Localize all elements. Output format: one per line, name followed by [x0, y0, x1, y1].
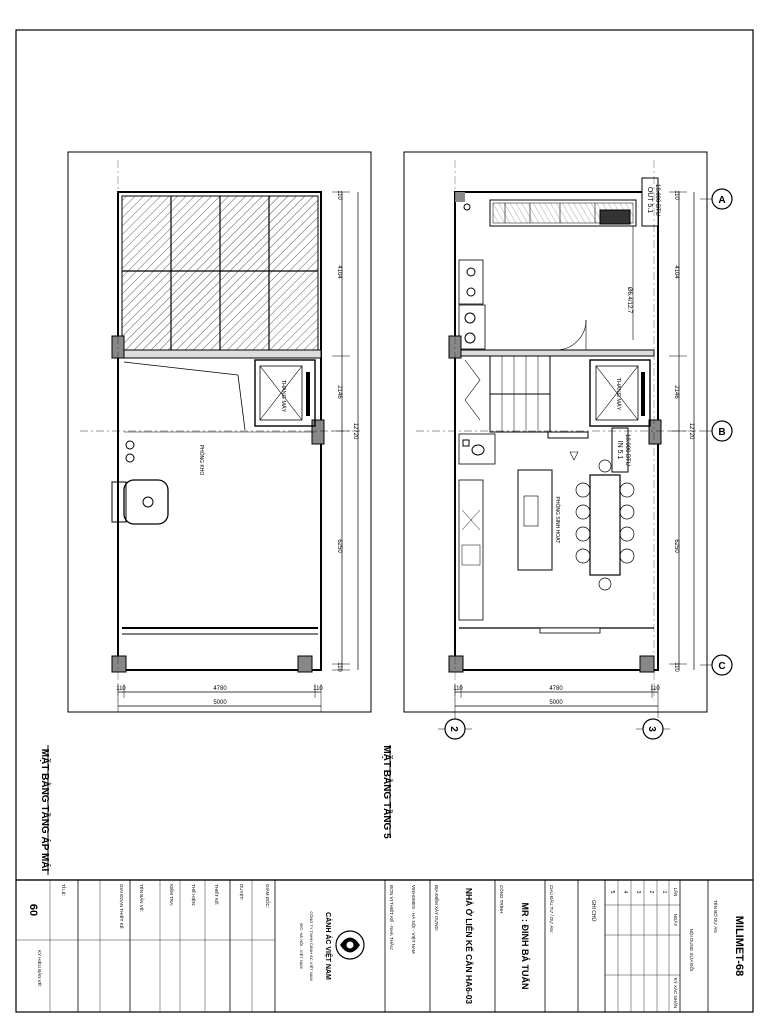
title-block [16, 880, 745, 1012]
roof-floor-plan [68, 152, 371, 712]
brand-caption: TÊN BỘ DỰ ÁN [713, 900, 718, 933]
pipe-label: Ø6.4/12.7 [626, 286, 632, 314]
floor5-title: MẶT BẰNG TẦNG 5 [381, 745, 392, 839]
role-approve: DUYỆT: [239, 884, 244, 901]
sheet-name-caption: TÊN BẢN VẼ: [139, 884, 144, 913]
phase-caption: GIAI ĐOẠN THIẾT KẾ [119, 884, 124, 929]
dim-end-a: 110 [336, 190, 342, 200]
axis-label-2: 2 [448, 726, 459, 732]
dim-overall: 12720 [352, 422, 358, 440]
f5-dim-overall: 12720 [688, 422, 694, 440]
axis-label-3: 3 [646, 726, 657, 732]
rev-row-1: 1 [661, 890, 667, 894]
dim-seg2: 2146 [336, 385, 342, 399]
dining-chairs [576, 460, 634, 590]
notes-label: GHI CHÚ: [590, 900, 596, 923]
axis-label-b: B [718, 427, 726, 438]
f5-dim-width-left: 110 [453, 686, 463, 692]
dim-width-right: 110 [313, 686, 323, 692]
address-caption: ĐỊA ĐIỂM XÂY DỰNG: [434, 885, 439, 932]
rev-header-date: NGÀY [673, 913, 678, 927]
dim-end-c: 110 [336, 662, 342, 672]
project-caption: CÔNG TRÌNH: [499, 885, 504, 915]
rev-row-4: 4 [622, 890, 628, 894]
dim-seg3: 6250 [336, 539, 342, 553]
axis-label-c: C [718, 661, 726, 672]
project-name: NHÀ Ở LIÊN KẾ CĂN HA6-03 [464, 887, 474, 1005]
rev-row-2: 2 [648, 890, 654, 894]
role-director: GIÁM ĐỐC: [265, 884, 270, 909]
ac-in-line2: 18.000 BTU [624, 433, 630, 467]
owner-caption: CHỦ ĐẦU TƯ / DỰ ÁN: [549, 885, 554, 933]
f5-dim-end-c: 110 [673, 662, 679, 672]
brand-name: MILIMET-68 [733, 915, 745, 977]
roof-elevator-label: THANG MÁY [280, 379, 286, 413]
scale-caption: TỈ LỆ: [61, 884, 66, 897]
staircase [465, 356, 550, 432]
revision-table [605, 880, 695, 1012]
ac-out-line2: 18.000 BTU [654, 183, 660, 217]
dim-width-inner: 4780 [213, 686, 227, 692]
water-tank [124, 480, 168, 524]
role-check: KIỂM TRA: [169, 884, 174, 907]
floor5-room-label: PHÒNG SINH HOẠT [554, 496, 560, 544]
f5-dim-width-total: 5000 [549, 700, 563, 706]
f5-dim-width-inner: 4780 [549, 686, 563, 692]
dim-seg1: 4104 [336, 265, 342, 279]
rev-header-no: LẦN [673, 887, 678, 897]
floor-5-plan [404, 152, 732, 739]
f5-dim-end-a: 110 [673, 190, 679, 200]
company-addr: Đ/C: HÀ NỘI - VIỆT NAM [299, 923, 304, 969]
title-block-border [16, 880, 753, 1012]
rev-row-5: 5 [609, 890, 615, 894]
owner-name: MR : ĐINH BÁ TUẤN [520, 902, 530, 990]
floor5-elevator-label: THANG MÁY [615, 377, 621, 411]
address-line: VINHOMES - HÀ NỘI - VIỆT NAM [411, 885, 416, 954]
f5-dim-seg2: 2146 [673, 385, 679, 399]
company-sub: CÔNG TY TNHH CẢNH ÁC VIỆT NAM [309, 911, 314, 981]
dim-width-total: 5000 [213, 700, 227, 706]
dim-width-left: 110 [116, 686, 126, 692]
roof-floor-title: MẶT BẰNG TẦNG ÁP MÁI [39, 748, 50, 872]
company-name: CẢNH ÁC VIỆT NAM [324, 912, 331, 980]
ac-out-line1: OUT 5.1 [646, 186, 653, 214]
axis-label-a: A [718, 195, 726, 206]
rev-header-sign: KÝ XÁC NHẬN [673, 977, 678, 1009]
dining-table [590, 475, 620, 575]
f5-dim-seg3: 6250 [673, 539, 679, 553]
role-design: THIẾT KẾ: [214, 884, 219, 906]
company-logo-icon [336, 931, 364, 959]
f5-dim-seg1: 4104 [673, 265, 679, 279]
rev-header-desc: NỘI DUNG SỬA ĐỔI [689, 928, 694, 972]
kitchen-island [518, 470, 552, 570]
rev-row-3: 3 [635, 890, 641, 894]
f5-dim-width-right: 110 [650, 686, 660, 692]
sheet-no: 60 [27, 903, 39, 917]
role-draw: THỂ HIỆN: [191, 884, 196, 907]
roof-room-label: PHÒNG KHO [198, 444, 204, 476]
sheet-no-caption: KÝ HIỆU BẢN VẼ: [37, 950, 42, 988]
designer-caption: ĐƠN VỊ THIẾT KẾ - NHÀ THẦU: [389, 885, 394, 951]
ac-in-line1: IN 5.1 [616, 440, 623, 460]
